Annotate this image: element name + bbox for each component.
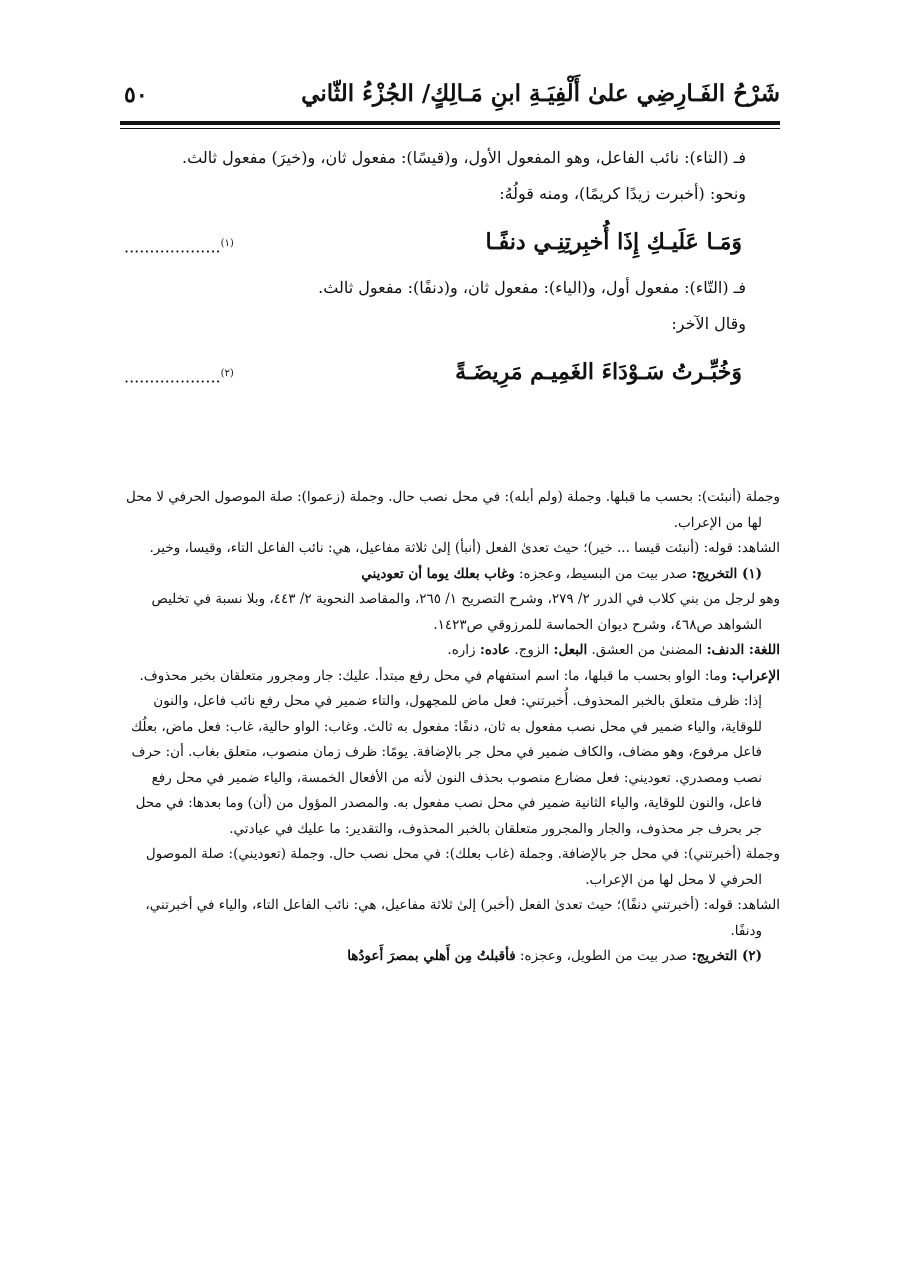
footnote-line: وجملة (أنبئت): بحسب ما قبلها. وجملة (ولم أبله): في محل نصب حال. وجملة (زعموا): صلة الموصول الحرفي لا محل لها من الإعراب. — [125, 489, 780, 531]
footnote-entry — [120, 562, 780, 588]
main-text — [120, 140, 780, 400]
verse-line — [120, 342, 780, 400]
page-number: ٥٠ — [124, 82, 148, 108]
footnote-line: وهو لرجل من بني كلاب في الدرر ٢/ ٢٧٩، وشرح التصريح ١/ ٢٦٥، والمقاصد النحوية ٢/ ٤٤٣، وبلا نسبة في تخليص الشواهد ص٤٦٨، وشرح ديوان الحماسة للمرزوقي ص١٤٢٣. — [151, 591, 780, 633]
footnote-text: الزوج. — [510, 642, 554, 658]
verse-dots-text: ................... — [124, 367, 221, 387]
footnote-label: (١) التخريج: — [691, 565, 762, 582]
footnote-entry — [120, 638, 780, 664]
footnote-text: صدر بيت من البسيط، وعجزه: — [514, 565, 692, 582]
footnote-verse: فأقبلتُ مِن أَهلي بمصرَ أَعودُها — [347, 948, 516, 964]
paragraph: فـ (التاء): نائب الفاعل، وهو المفعول الأول، و(قيسًا): مفعول ثان، و(خيرَ) مفعول ثالث. — [182, 148, 746, 167]
footnote-text: زاره. — [447, 642, 480, 658]
footnote-label: (٢) التخريج: — [691, 948, 762, 964]
footnote-label: البعل: — [553, 642, 588, 658]
paragraph: فـ (التّاء): مفعول أول، و(الياء): مفعول ثان، و(دنفًا): مفعول ثالث. — [318, 278, 746, 297]
footnote-marker: (٢) — [220, 368, 234, 379]
footnote-text: المضنىٰ من العشق. — [587, 642, 707, 658]
verse-ellipsis — [124, 226, 234, 265]
footnote-line: الشاهد: قوله: (أخبرتني دنفًا)؛ حيث تعدىٰ الفعل (أخبر) إلىٰ ثلاثة مفاعيل، هي: نائب الفاعل التاء، والياء في أخبرتني، ودنفًا. — [145, 897, 780, 939]
header-rule-thick — [120, 121, 780, 125]
footnote-text: وما: الواو بحسب ما قبلها، ما: اسم استفهام في محل رفع مبتدأ. عليك: جار ومجرور متعلقان بخبر محذوف. إذا: ظرف متعلق بالخبر المحذوف. أُخبرتني: فعل ماض للمجهول، والتاء ضمير في محل رفع نائب فاعل، والنون للوقاية، والياء ضمير في محل نصب مفعول به ثان، دنفًا: مفعول به ثالث. وغاب: الواو حالية، غاب: فعل ماض، بعلُك فاعل مرفوع، وهو مضاف، والكاف ضمير في محل جر بالإضافة. يومًا: ظرف زمان منصوب، متعلق بغاب. أن: حرف نصب ومصدري. تعوديني: فعل مضارع منصوب بحذف النون لأنه من الأفعال الخمسة، والياء ضمير في محل رفع فاعل، والنون للوقاية، والياء الثانية ضمير في محل نصب مفعول به. والمصدر المؤول من (أن) وما بعدها: في محل جر بحرف جر محذوف، والجار والمجرور متعلقان بالخبر المحذوف، والتقدير: ما عليك في عيادتي. — [130, 667, 762, 837]
verse-line — [120, 212, 780, 270]
footnote-entry — [120, 944, 780, 970]
footnote-label: عاده: — [479, 642, 511, 658]
footnote-line: الشاهد: قوله: (أنبئت قيسا ... خير)؛ حيث تعدىٰ الفعل (أنبأ) إلىٰ ثلاثة مفاعيل، هي: نائب الفاعل التاء، وقيسا، وخير. — [149, 540, 780, 556]
page-header — [122, 78, 780, 118]
verse-dots-text: ................... — [124, 237, 221, 257]
verse-text: وَخُبِّـرتُ سَـوْدَاءَ الغَمِيـم مَرِيضَـةً — [455, 359, 742, 385]
footnote-line: وجملة (أخبرتني): في محل جر بالإضافة. وجملة (غاب بعلك): في محل نصب حال. وجملة (تعوديني): صلة الموصول الحرفي لا محل لها من الإعراب. — [145, 846, 780, 888]
paragraph: ونحو: (أخبرت زيدًا كريمًا)، ومنه قولُهُ: — [499, 184, 746, 203]
verse-text: وَمَـا عَلَيـكِ إِذَا أُخبِرتِنِـي دنفًـا — [485, 229, 742, 255]
running-title: شَرْحُ الفَـارِضِي علىٰ أَلْفِيَـةِ ابنِ مَـالِكٍ/ الجُزْءُ الثّاني — [301, 80, 780, 107]
footnote-label: اللغة: الدنف: — [706, 642, 780, 658]
footnote-label: الإعراب: — [731, 667, 780, 684]
footnotes — [120, 485, 780, 970]
paragraph: وقال الآخر: — [671, 314, 746, 333]
footnote-marker: (١) — [220, 238, 234, 249]
footnote-verse: وغاب بعلك يوما أن تعوديني — [361, 565, 515, 582]
verse-ellipsis — [124, 356, 234, 395]
footnote-entry — [120, 664, 780, 843]
header-rule-thin — [120, 128, 780, 129]
footnote-text: صدر بيت من الطويل، وعجزه: — [515, 948, 692, 964]
